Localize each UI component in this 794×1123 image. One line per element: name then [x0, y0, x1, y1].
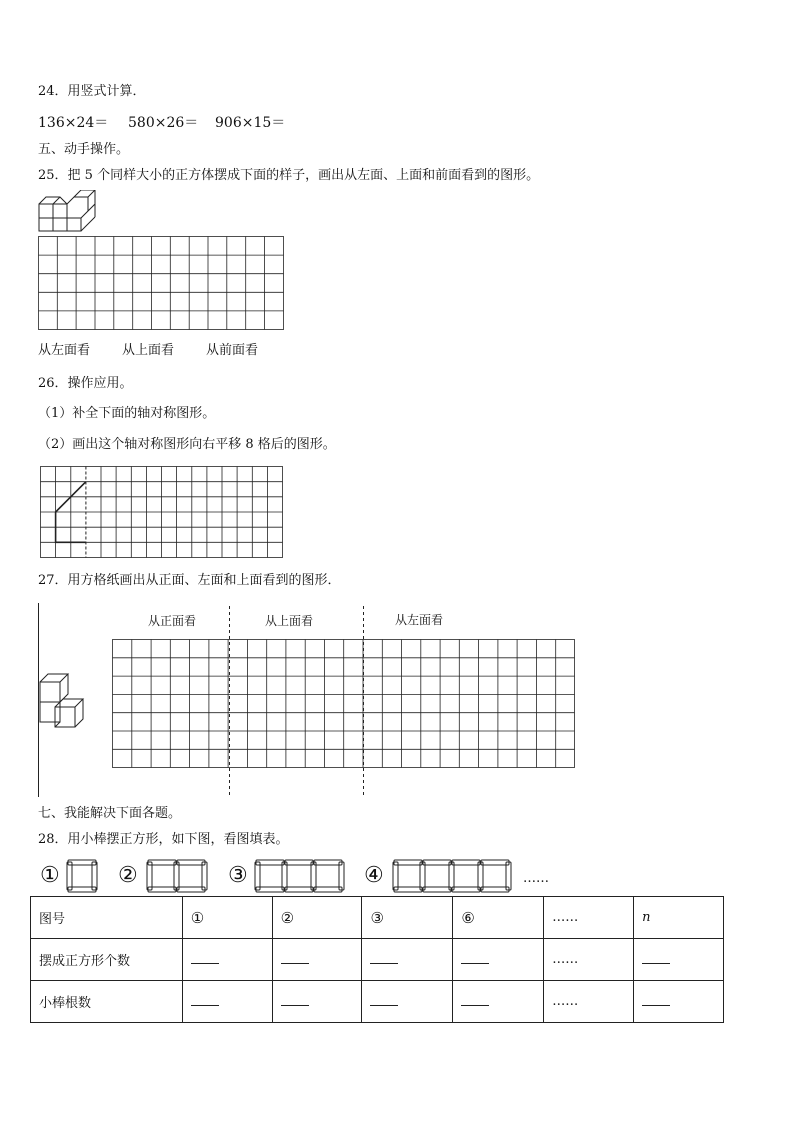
q27-title: 27．用方格纸画出从正面、左面和上面看到的图形． — [38, 573, 341, 588]
q27-label-top: 从上面看 — [265, 614, 314, 628]
table-row — [31, 939, 724, 981]
q28-figure-4 — [392, 858, 514, 894]
table-header-cell: n — [634, 897, 724, 939]
q25-grid[interactable] — [38, 236, 285, 331]
q25-label-top: 从上面看 — [122, 343, 175, 358]
q26-part2: （2）画出这个轴对称图形向右平移 8 格后的图形。 — [38, 437, 336, 452]
answer-blank[interactable] — [634, 939, 724, 981]
q28-figure-label-2: ② — [118, 863, 138, 888]
q26-title: 26．操作应用。 — [38, 376, 133, 391]
table-header-figure-no: 图号 — [31, 897, 183, 939]
ellipsis-cell: …… — [544, 939, 634, 981]
q28-table — [30, 896, 724, 1023]
answer-blank[interactable] — [272, 939, 362, 981]
table-row — [31, 981, 724, 1023]
row-label-stick-count: 小棒根数 — [31, 981, 183, 1023]
table-header-cell: …… — [544, 897, 634, 939]
q26-grid[interactable] — [40, 466, 285, 559]
answer-blank[interactable] — [272, 981, 362, 1023]
q24-expr-2: 580×26＝ — [128, 115, 199, 131]
table-header-cell: ② — [272, 897, 362, 939]
answer-blank[interactable] — [362, 939, 453, 981]
q28-figure-ellipsis: …… — [523, 871, 549, 886]
q27-label-left: 从左面看 — [395, 613, 444, 627]
answer-blank[interactable] — [182, 939, 272, 981]
q24-title: 24．用竖式计算． — [38, 84, 146, 99]
ellipsis-cell: …… — [544, 981, 634, 1023]
q28-figure-label-4: ④ — [364, 863, 384, 888]
table-header-cell: ③ — [362, 897, 453, 939]
q25-cubes-figure — [38, 190, 100, 232]
q27-label-front: 从正面看 — [148, 614, 197, 628]
answer-blank[interactable] — [634, 981, 724, 1023]
q24-expr-1: 136×24＝ — [38, 115, 109, 131]
table-header-cell: ① — [182, 897, 272, 939]
q28-figure-label-3: ③ — [228, 863, 248, 888]
section-7-heading: 七、我能解决下面各题。 — [38, 806, 182, 821]
q24-expr-3: 906×15＝ — [215, 115, 286, 131]
q28-figure-label-1: ① — [40, 863, 60, 888]
table-header-row — [31, 897, 724, 939]
q28-figure-1 — [66, 858, 98, 894]
section-5-heading: 五、动手操作。 — [38, 142, 130, 157]
q25-label-left: 从左面看 — [38, 343, 91, 358]
q28-title: 28．用小棒摆正方形，如下图，看图填表。 — [38, 832, 289, 847]
q25-label-front: 从前面看 — [206, 343, 259, 358]
q28-figure-3 — [254, 858, 346, 894]
q27-cubes-figure — [38, 670, 98, 732]
answer-blank[interactable] — [453, 981, 544, 1023]
q26-part1: （1）补全下面的轴对称图形。 — [38, 406, 216, 421]
row-label-square-count: 摆成正方形个数 — [31, 939, 183, 981]
table-header-cell: ⑥ — [453, 897, 544, 939]
q28-figure-2 — [146, 858, 208, 894]
q25-title: 25．把 5 个同样大小的正方体摆成下面的样子，画出从左面、上面和前面看到的图形。 — [38, 168, 540, 183]
q27-grid[interactable] — [112, 639, 577, 770]
answer-blank[interactable] — [453, 939, 544, 981]
answer-blank[interactable] — [182, 981, 272, 1023]
answer-blank[interactable] — [362, 981, 453, 1023]
